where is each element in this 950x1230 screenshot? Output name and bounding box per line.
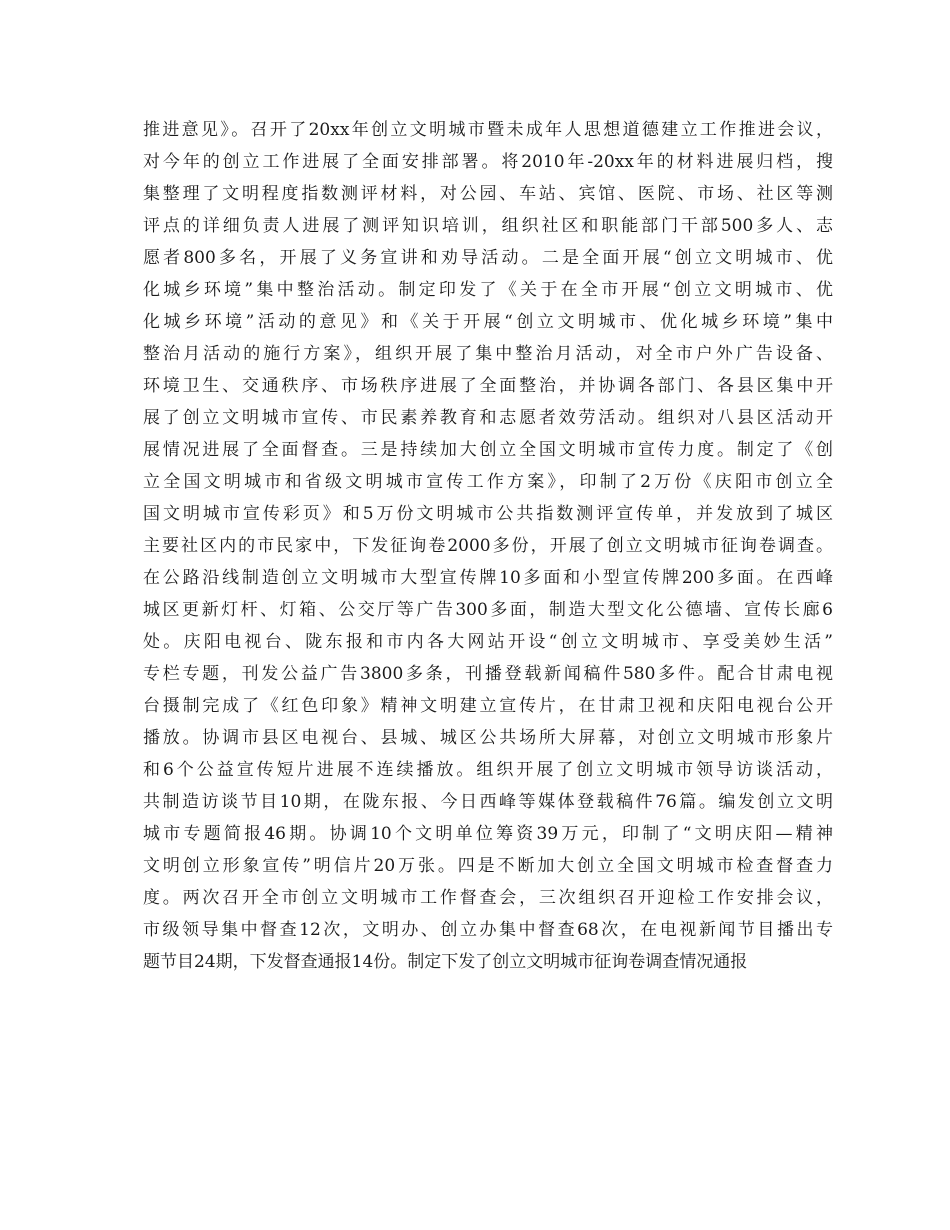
text-line: 化城乡环境”集中整治活动。制定印发了《关于在全市开展“创立文明城市、优	[143, 280, 833, 300]
text-line: 播放。协调市县区电视台、县城、城区公共场所大屏幕，对创立文明城市形象片	[143, 728, 833, 748]
text-line: 化城乡环境”活动的意见》和《关于开展“创立文明城市、优化城乡环境”集中	[143, 312, 833, 332]
body-text	[143, 114, 833, 978]
text-line: 共制造访谈节目10期，在陇东报、今日西峰等媒体登载稿件76篇。编发创立文明	[143, 792, 833, 812]
text-line: 城市专题简报46期。协调10个文明单位筹资39万元，印制了“文明庆阳—精神	[143, 824, 833, 844]
text-line: 题节目24期，下发督查通报14份。制定下发了创立文明城市征询卷调查情况通报	[143, 952, 748, 972]
text-line: 度。两次召开全市创立文明城市工作督查会，三次组织召开迎检工作安排会议，	[143, 888, 833, 908]
text-line: 展了创立文明城市宣传、市民素养教育和志愿者效劳活动。组织对八县区活动开	[143, 408, 833, 428]
text-line: 国文明城市宣传彩页》和5万份文明城市公共指数测评宣传单，并发放到了城区	[143, 504, 833, 524]
text-line: 评点的详细负责人进展了测评知识培训，组织社区和职能部门干部500多人、志	[143, 216, 833, 236]
text-line: 集整理了文明程度指数测评材料，对公园、车站、宾馆、医院、市场、社区等测	[143, 184, 833, 204]
text-line: 主要社区内的市民家中，下发征询卷2000多份，开展了创立文明城市征询卷调查。	[143, 536, 833, 556]
text-line: 台摄制完成了《红色印象》精神文明建立宣传片，在甘肃卫视和庆阳电视台公开	[143, 696, 833, 716]
text-line: 展情况进展了全面督查。三是持续加大创立全国文明城市宣传力度。制定了《创	[143, 440, 833, 460]
text-line: 立全国文明城市和省级文明城市宣传工作方案》，印制了2万份《庆阳市创立全	[143, 472, 833, 492]
text-line: 推进意见》。召开了20xx年创立文明城市暨未成年人思想道德建立工作推进会议，	[143, 120, 833, 140]
text-line: 在公路沿线制造创立文明城市大型宣传牌10多面和小型宣传牌200多面。在西峰	[143, 568, 833, 588]
text-line: 文明创立形象宣传”明信片20万张。四是不断加大创立全国文明城市检查督查力	[143, 856, 833, 876]
text-line: 和6个公益宣传短片进展不连续播放。组织开展了创立文明城市领导访谈活动，	[143, 760, 833, 780]
text-line: 专栏专题，刊发公益广告3800多条，刊播登载新闻稿件580多件。配合甘肃电视	[143, 664, 833, 684]
text-line: 对今年的创立工作进展了全面安排部署。将2010年-20xx年的材料进展归档，搜	[143, 152, 833, 172]
text-line: 市级领导集中督查12次，文明办、创立办集中督查68次，在电视新闻节目播出专	[143, 920, 833, 940]
text-line: 处。庆阳电视台、陇东报和市内各大网站开设“创立文明城市、享受美妙生活”	[143, 632, 833, 652]
text-line: 城区更新灯杆、灯箱、公交厅等广告300多面，制造大型文化公德墙、宣传长廊6	[143, 600, 833, 620]
text-line: 整治月活动的施行方案》，组织开展了集中整治月活动，对全市户外广告设备、	[143, 344, 833, 364]
text-line: 愿者800多名，开展了义务宣讲和劝导活动。二是全面开展“创立文明城市、优	[143, 248, 833, 268]
text-line: 环境卫生、交通秩序、市场秩序进展了全面整治，并协调各部门、各县区集中开	[143, 376, 833, 396]
